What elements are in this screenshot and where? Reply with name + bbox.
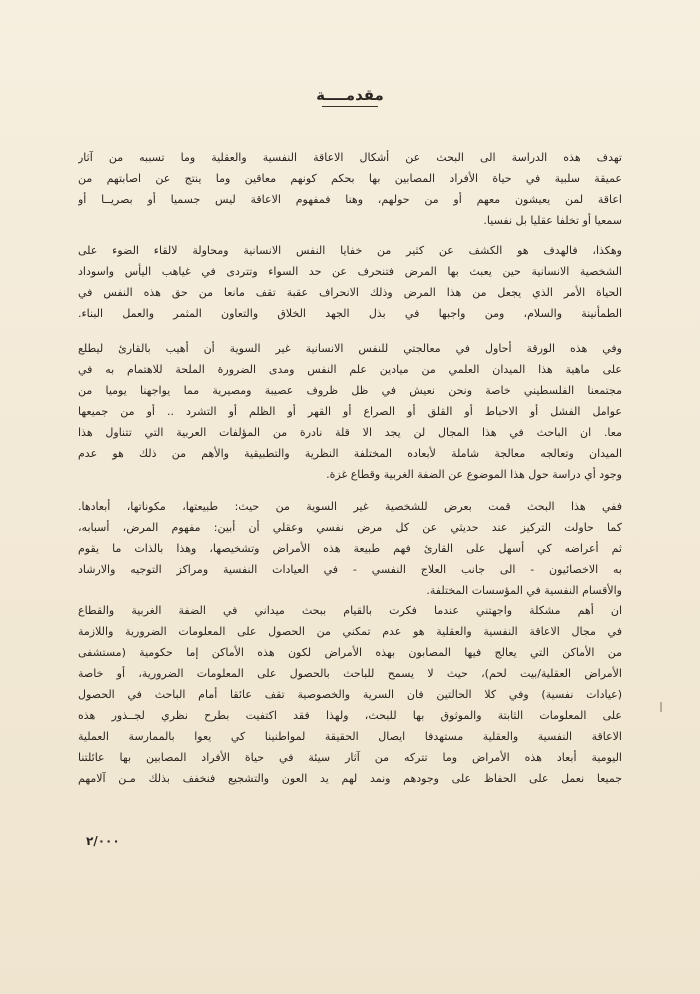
text-line: على المعلومات الثابتة والموثوق بها للبحث، ولهذا فقد اكتفيت بطرح نظري لجــذور هذه (78, 709, 622, 722)
text-line: على ماهية هذا الميدان العلمي من ميادين علم النفس ومدى الضرورة الملحة للاهتمام به في (78, 363, 622, 376)
text-line: الأمراض العقلية/بيت لحم)، حيث لا يسمح للباحث بالحصول على المعلومات الضرورية، أو خاصة (78, 667, 622, 680)
text-line: معا. ان الباحث في هذا المجال لن يجد الا قلة نادرة من المؤلفات العربية التي تتناول هذا (78, 426, 622, 439)
text-line: اعاقة لمن يعيشون معهم أو من حولهم، وهنا فمفهوم الاعاقة ليس جسميا أو بصريــا أو (78, 193, 622, 206)
paragraph-3 (78, 338, 622, 485)
text-line: اليومية أبعاد هذه الأمراض وما تتركه من آثار سيئة في حياة الأفراد المصابين بها عائلتنا (78, 751, 622, 764)
text-line: (عيادات نفسية) وفي كلا الحالتين فان السرية والخصوصية تقف عائقا أمام الباحث في الحصول (78, 688, 622, 701)
text-line: والأقسام النفسية في المؤسسات المختلفة. (426, 584, 622, 597)
text-line: الحياة الأمر الذي يجعل من هذا المرض وذلك الانحراف عقبة تقف مانعا من حق هذه النفس في (78, 286, 622, 299)
text-line: عميقة سلبية في حياة الأفراد المصابين بها بحكم كونهم معاقين وما ينتج عن اصابتهم من (78, 172, 622, 185)
title-underline (322, 106, 378, 107)
text-line: به الاخصائيون - الى جانب العلاج النفسي - في العيادات النفسية ومراكز التوجيه والارشاد (78, 563, 622, 576)
page-title: مقدمــــة (316, 86, 384, 104)
text-line: سمعيا أو تخلفا عقليا بل نفسيا. (483, 214, 622, 227)
text-line: جميعا نعمل على الحفاظ على وجودهم ونمد لهم يد العون والتشجيع فنخفف بذلك مـن آلامهم (78, 772, 622, 785)
text-line: ثم أعراضه كي أسهل على القارئ فهم طبيعة هذه الأمراض وتشخيصها، وهذا بالذات ما يقوم (78, 542, 622, 555)
page-number: ٢/٠٠٠ (86, 834, 120, 848)
text-line: الاعاقة النفسية والعقلية مستهدفا ايصال الحقيقة لمواطنينا كي يعوا بالممارسة العملية (78, 730, 622, 743)
text-line: الميدان وتعالجه معالجة شاملة لأبعاده المختلفة النظرية والتطبيقية والأهم من ذلك هو عدم (78, 447, 622, 460)
text-line: في مجال الاعاقة النفسية والعقلية هو عدم تمكني من الحصول على المعلومات الضرورية واللازمة (78, 625, 622, 638)
text-line: وفي هذه الورقة أحاول في معالجتي للنفس الانسانية غير السوية أن أهيب بالقارئ ليطلع (78, 342, 622, 355)
text-line: كما حاولت التركيز عند حديثي عن كل مرض نفسي وعقلي أن أبين: مفهوم المرض، أسبابه، (78, 521, 622, 534)
text-line: وهكذا، فالهدف هو الكشف عن كثير من خفايا النفس الانسانية ومحاولة لالقاء الضوء على (78, 244, 622, 257)
text-line: ففي هذا البحث قمت بعرض للشخصية غير السوية من حيث: طبيعتها، مكوناتها، أبعادها. (78, 500, 622, 513)
text-line: الشخصية الانسانية حين يعبث بها المرض فتنحرف عن حد السواء وتتردى في غياهب اليأس واسوداد (78, 265, 622, 278)
paragraph-4 (78, 496, 622, 601)
text-line: عوامل الفشل أو الاحباط أو القلق أو الصراع أو القهر أو الظلم أو التشرد .. أو من جميعها (78, 405, 622, 418)
text-line: مجتمعنا الفلسطيني خاصة ونحن نعيش في ظل ظروف عصيبة ومصيرية مما يواجهنا يوميا من (78, 384, 622, 397)
paragraph-1 (78, 147, 622, 231)
paragraph-5 (78, 600, 622, 789)
text-line: الطمأنينة والسلام، ومن واجبها في بذل الجهد الخلاق والتعاون المثمر والعمل البناء. (78, 307, 622, 320)
paragraph-2 (78, 240, 622, 324)
text-line: تهدف هذه الدراسة الى البحث عن أشكال الاعاقة النفسية والعقلية وما تسببه من آثار (78, 151, 622, 164)
text-line: ان أهم مشكلة واجهتني عندما فكرت بالقيام ببحث ميداني في الضفة الغربية والقطاع (78, 604, 622, 617)
margin-mark (660, 702, 662, 712)
text-line: من الأماكن التي يعالج فيها المصابون بهذه الأمراض لكون هذه الأماكن إما حكومية (مستشفى (78, 646, 622, 659)
text-line: وجود أي دراسة حول هذا الموضوع عن الضفة الغربية وقطاع غزة. (326, 468, 622, 481)
